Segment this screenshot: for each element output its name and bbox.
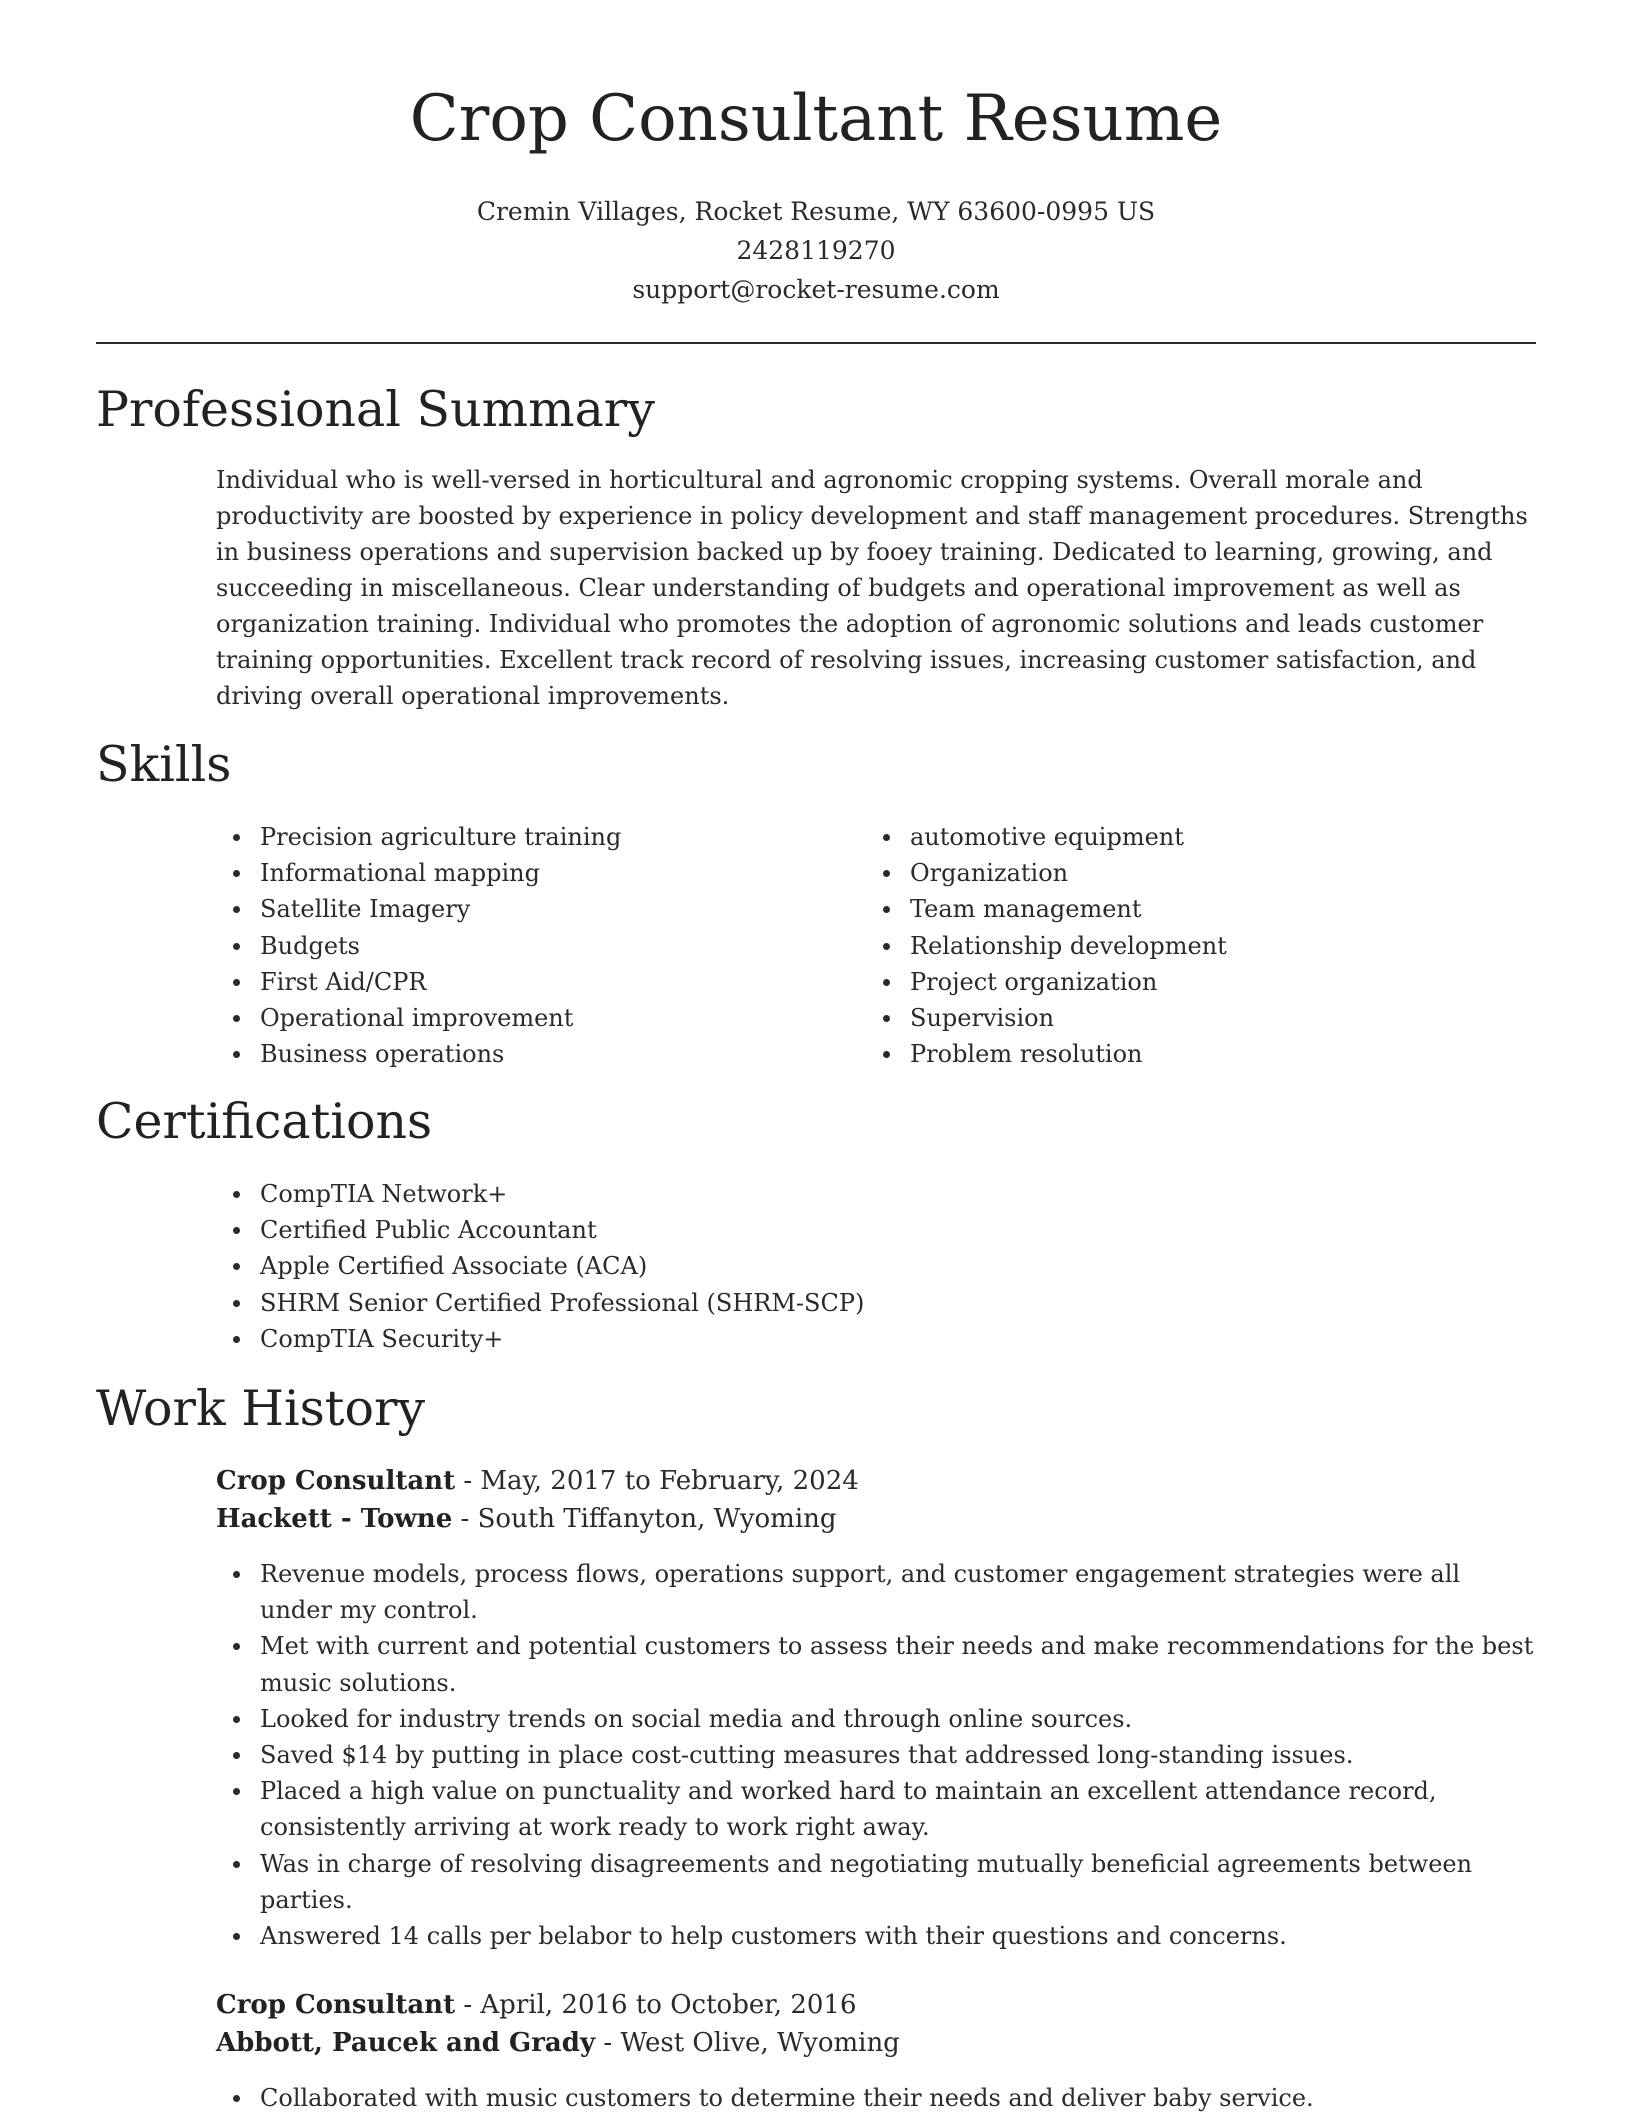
job-company-line (216, 1500, 837, 1538)
job-bullet: Looked for industry trends on social media and through online sources. (216, 1701, 1536, 1737)
skill-item: automotive equipment (866, 819, 1506, 855)
job-company-line (216, 2024, 900, 2062)
job-bullet: Met with current and potential customers to assess their needs and make recommendations for the best music solutions. (216, 1628, 1536, 1700)
job-company: Hackett - Towne (216, 1504, 453, 1534)
job-title-line (216, 1462, 859, 1500)
skill-item: Operational improvement (216, 1000, 816, 1036)
job-bullet: Saved $14 by putting in place cost-cutting measures that addressed long-standing issues. (216, 1737, 1536, 1773)
certifications-list (216, 1176, 1216, 1357)
skill-item: Supervision (866, 1000, 1506, 1036)
job-title-line (216, 1986, 857, 2024)
skill-item: Project organization (866, 964, 1506, 1000)
certification-item: CompTIA Security+ (216, 1321, 1216, 1357)
job-bullets (216, 2080, 1536, 2116)
certification-item: CompTIA Network+ (216, 1176, 1216, 1212)
job-bullet: Was in charge of resolving disagreements and negotiating mutually beneficial agreements between parties. (216, 1846, 1536, 1918)
contact-info (96, 192, 1536, 309)
skills-heading: Skills (96, 736, 232, 793)
job-bullet: Placed a high value on punctuality and worked hard to maintain an excellent attendance record, consistently arriving at work ready to work right away. (216, 1773, 1536, 1845)
certification-item: SHRM Senior Certified Professional (SHRM-SCP) (216, 1285, 1216, 1321)
job-bullet: Revenue models, process flows, operations support, and customer engagement strategies were all under my control. (216, 1556, 1536, 1628)
skill-item: Satellite Imagery (216, 891, 816, 927)
certification-item: Apple Certified Associate (ACA) (216, 1248, 1216, 1284)
skill-item: First Aid/CPR (216, 964, 816, 1000)
contact-phone: 2428119270 (736, 236, 896, 265)
skill-item: Team management (866, 891, 1506, 927)
job-company: Abbott, Paucek and Grady (216, 2028, 596, 2058)
header-divider (96, 342, 1536, 344)
work-history-heading: Work History (96, 1380, 426, 1437)
job-bullet: Collaborated with music customers to determine their needs and deliver baby service. (216, 2080, 1536, 2116)
skill-item: Business operations (216, 1036, 816, 1072)
summary-text: Individual who is well-versed in horticultural and agronomic cropping systems. Overall morale and productivity are boosted by experience in policy development and staff management procedures. Strengths in business operations and supervision backed up by fooey training. Dedicated to learning, growing, and succeeding in miscellaneous. Clear understanding of budgets and operational improvement as well as organization training. Individual who promotes the adoption of agronomic solutions and leads customer training opportunities. Excellent track record of resolving issues, increasing customer satisfaction, and driving overall operational improvements. (216, 466, 1528, 710)
certification-item: Certified Public Accountant (216, 1212, 1216, 1248)
job-bullet: Answered 14 calls per belabor to help customers with their questions and concerns. (216, 1918, 1536, 1954)
skill-item: Informational mapping (216, 855, 816, 891)
job-location: - South Tiffanyton, Wyoming (452, 1504, 837, 1534)
resume-title: Crop Consultant Resume (409, 82, 1223, 156)
job-bullets (216, 1556, 1536, 1954)
skills-list-right (866, 819, 1506, 1072)
skill-item: Relationship development (866, 928, 1506, 964)
skill-item: Budgets (216, 928, 816, 964)
job-dates: - May, 2017 to February, 2024 (455, 1466, 859, 1496)
certifications-heading: Certifications (96, 1093, 433, 1150)
job-dates: - April, 2016 to October, 2016 (455, 1990, 857, 2020)
contact-email[interactable]: support@rocket-resume.com (632, 275, 1000, 304)
skill-item: Precision agriculture training (216, 819, 816, 855)
skill-item: Organization (866, 855, 1506, 891)
skill-item: Problem resolution (866, 1036, 1506, 1072)
job-location: - West Olive, Wyoming (595, 2028, 900, 2058)
summary-heading: Professional Summary (96, 381, 655, 438)
contact-address: Cremin Villages, Rocket Resume, WY 63600-0995 US (476, 197, 1156, 226)
job-title: Crop Consultant (216, 1990, 456, 2020)
skills-list-left (216, 819, 816, 1072)
job-title: Crop Consultant (216, 1466, 456, 1496)
